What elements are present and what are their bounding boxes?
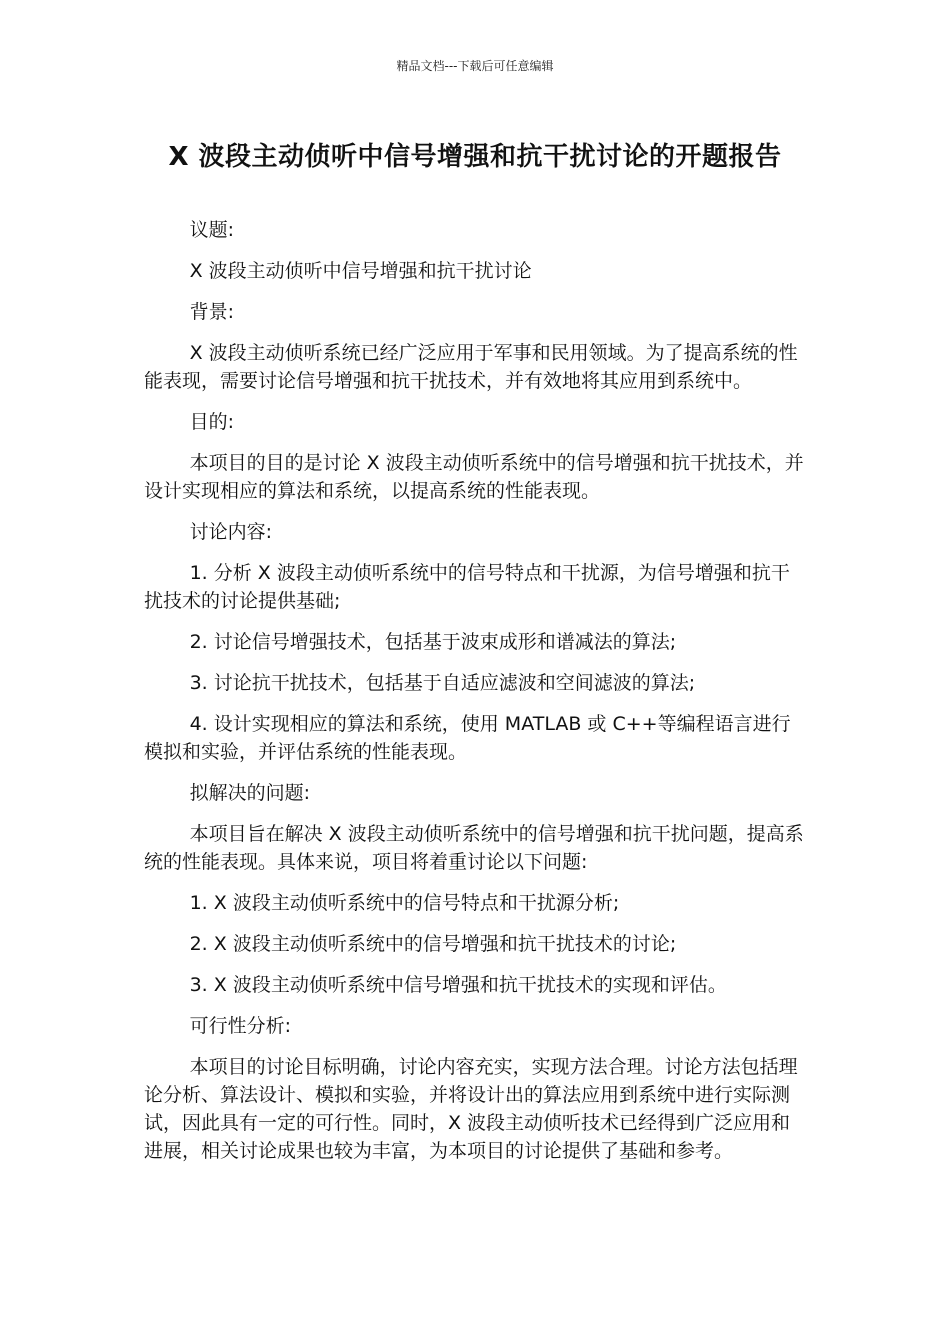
paragraph-content-item-4: 4. 设计实现相应的算法和系统，使用 MATLAB 或 C++等编程语言进行模拟和实验，并评估系统的性能表现。 — [144, 713, 791, 763]
paragraph-topic: X 波段主动侦听中信号增强和抗干扰讨论 — [189, 260, 532, 282]
paragraph-purpose: 本项目的目的是讨论 X 波段主动侦听系统中的信号增强和抗干扰技术，并设计实现相应的算法和系统，以提高系统的性能表现。 — [144, 452, 804, 502]
paragraph-problem-item-3: 3. X 波段主动侦听系统中信号增强和抗干扰技术的实现和评估。 — [189, 974, 727, 996]
paragraph-purpose-label: 目的: — [189, 411, 234, 433]
paragraph-content-label: 讨论内容: — [189, 521, 272, 543]
paragraph-content-item-3: 3. 讨论抗干扰技术，包括基于自适应滤波和空间滤波的算法; — [189, 672, 696, 694]
paragraph-background: X 波段主动侦听系统已经广泛应用于军事和民用领域。为了提高系统的性能表现，需要讨论信号增强和抗干扰技术，并有效地将其应用到系统中。 — [144, 342, 798, 392]
paragraph-problems-label: 拟解决的问题: — [189, 782, 310, 804]
paragraph-problem-item-2: 2. X 波段主动侦听系统中的信号增强和抗干扰技术的讨论; — [189, 933, 677, 955]
document-title: X 波段主动侦听中信号增强和抗干扰讨论的开题报告 — [168, 142, 782, 172]
paragraph-background-label: 背景: — [189, 301, 234, 323]
paragraph-feasibility-label: 可行性分析: — [189, 1015, 291, 1037]
paragraph-content-item-1: 1. 分析 X 波段主动侦听系统中的信号特点和干扰源，为信号增强和抗干扰技术的讨论提供基础; — [144, 562, 790, 612]
document-body — [144, 216, 808, 1178]
paragraph-problem-item-1: 1. X 波段主动侦听系统中的信号特点和干扰源分析; — [189, 892, 620, 914]
paragraph-feasibility: 本项目的讨论目标明确，讨论内容充实，实现方法合理。讨论方法包括理论分析、算法设计、模拟和实验，并将设计出的算法应用到系统中进行实际测试，因此具有一定的可行性。同时，X 波段主动侦听技术已经得到广泛应用和进展，相关讨论成果也较为丰富，为本项目的讨论提供了基础和参考。 — [144, 1056, 798, 1162]
paragraph-content-item-2: 2. 讨论信号增强技术，包括基于波束成形和谱减法的算法; — [189, 631, 677, 653]
paragraph-topic-label: 议题: — [189, 219, 234, 241]
page-header: 精品文档---下载后可任意编辑 — [396, 59, 554, 73]
paragraph-problems: 本项目旨在解决 X 波段主动侦听系统中的信号增强和抗干扰问题，提高系统的性能表现。具体来说，项目将着重讨论以下问题: — [144, 823, 804, 873]
